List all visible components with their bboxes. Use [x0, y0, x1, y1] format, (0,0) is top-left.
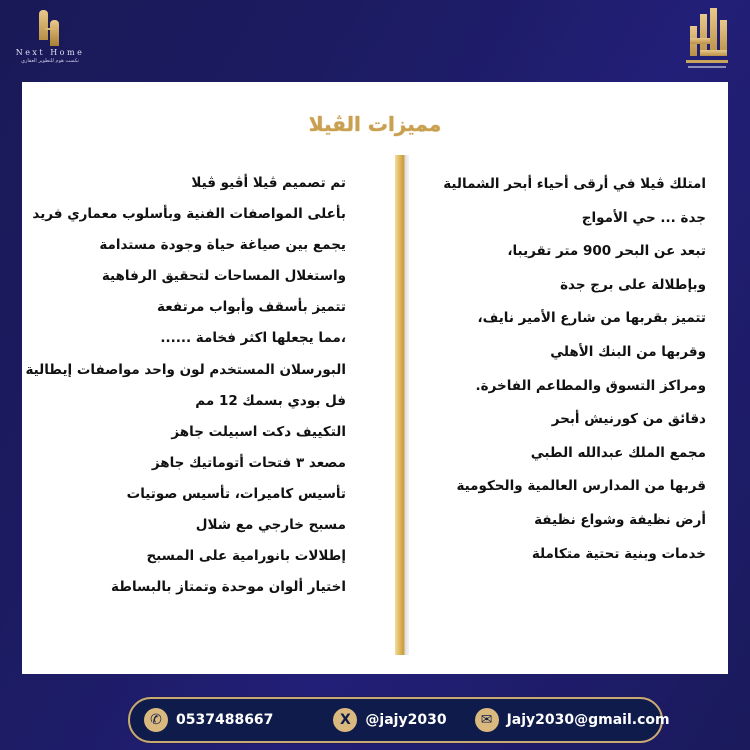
x-logo-icon: X: [333, 708, 357, 732]
list-item: جدة ... حي الأمواج: [581, 209, 706, 226]
list-item: البورسلان المستخدم لون واحد مواصفات إيطالية: [25, 361, 346, 378]
list-item: التكييف دكت اسبيلت جاهز: [171, 423, 346, 440]
list-item: تأسيس كاميرات، تأسيس صوتيات: [126, 485, 346, 502]
card-title: مميزات الڤيلا: [308, 112, 442, 136]
phone-contact[interactable]: [144, 708, 273, 732]
x-handle[interactable]: @jajy2030: [365, 712, 447, 728]
brand-subtitle: نكست هوم للتطوير العقاري: [21, 58, 79, 64]
list-item: تم تصميم ڤيلا أڤيو ڤيلا: [191, 175, 346, 191]
list-item: وبإطلالة على برج جدة: [560, 276, 706, 293]
next-home-logo: [8, 6, 92, 64]
design-features-list: [26, 168, 346, 603]
list-item: مسبح خارجي مع شلال: [195, 517, 346, 534]
list-item: تبعد عن البحر 900 متر تقريبا،: [507, 243, 706, 260]
contact-bar: [128, 697, 670, 743]
email-address[interactable]: Jajy2030@gmail.com: [506, 712, 670, 728]
list-item: أرض نظيفة وشواع نظيفة: [534, 511, 706, 528]
list-item: امتلك ڤيلا في أرقى أحياء أبحر الشمالية: [443, 176, 706, 192]
phone-icon: ✆: [144, 708, 168, 732]
list-item: تتميز بقربها من شارع الأمير نايف،: [477, 310, 706, 327]
list-item: ومراكز التسوق والمطاعم الفاخرة.: [475, 377, 706, 394]
x-contact[interactable]: [333, 708, 446, 732]
list-item: فل بودي بسمك 12 مم: [195, 392, 346, 409]
phone-number[interactable]: 0537488667: [176, 712, 274, 728]
brand-name: Next Home: [15, 48, 85, 57]
location-features-list: [406, 168, 706, 571]
list-item: مصعد ٣ فتحات أتوماتيك جاهز: [151, 454, 346, 471]
list-item: واستغلال المساحات لتحقيق الرفاهية: [101, 268, 346, 285]
list-item: قربها من المدارس العالمية والحكومية: [456, 478, 706, 495]
list-item: وقربها من البنك الأهلي: [550, 343, 706, 360]
envelope-icon: ✉: [475, 708, 499, 732]
list-item: بأعلى المواصفات الفنية وبأسلوب معماري فريد: [32, 206, 346, 223]
features-card: [22, 82, 728, 674]
list-item: إطلالات بانورامية على المسبح: [146, 548, 346, 565]
next-home-logo-mark-icon: [35, 6, 65, 46]
list-item: اختيار ألوان موحدة وتمتاز بالبساطة: [111, 579, 346, 596]
email-contact[interactable]: [475, 708, 670, 732]
list-item: خدمات وبنية تحتية متكاملة: [531, 545, 706, 562]
calligraphy-logo-icon: [686, 8, 728, 70]
list-item: تتميز بأسقف وأبواب مرتفعة: [157, 299, 346, 316]
list-item: ،مما يجعلها اكثر فخامة ......: [160, 330, 346, 347]
list-item: مجمع الملك عبدالله الطبي: [530, 444, 706, 461]
list-item: يجمع بين صياغة حياة وجودة مستدامة: [99, 237, 346, 254]
list-item: دقائق من كورنيش أبحر: [551, 411, 706, 428]
